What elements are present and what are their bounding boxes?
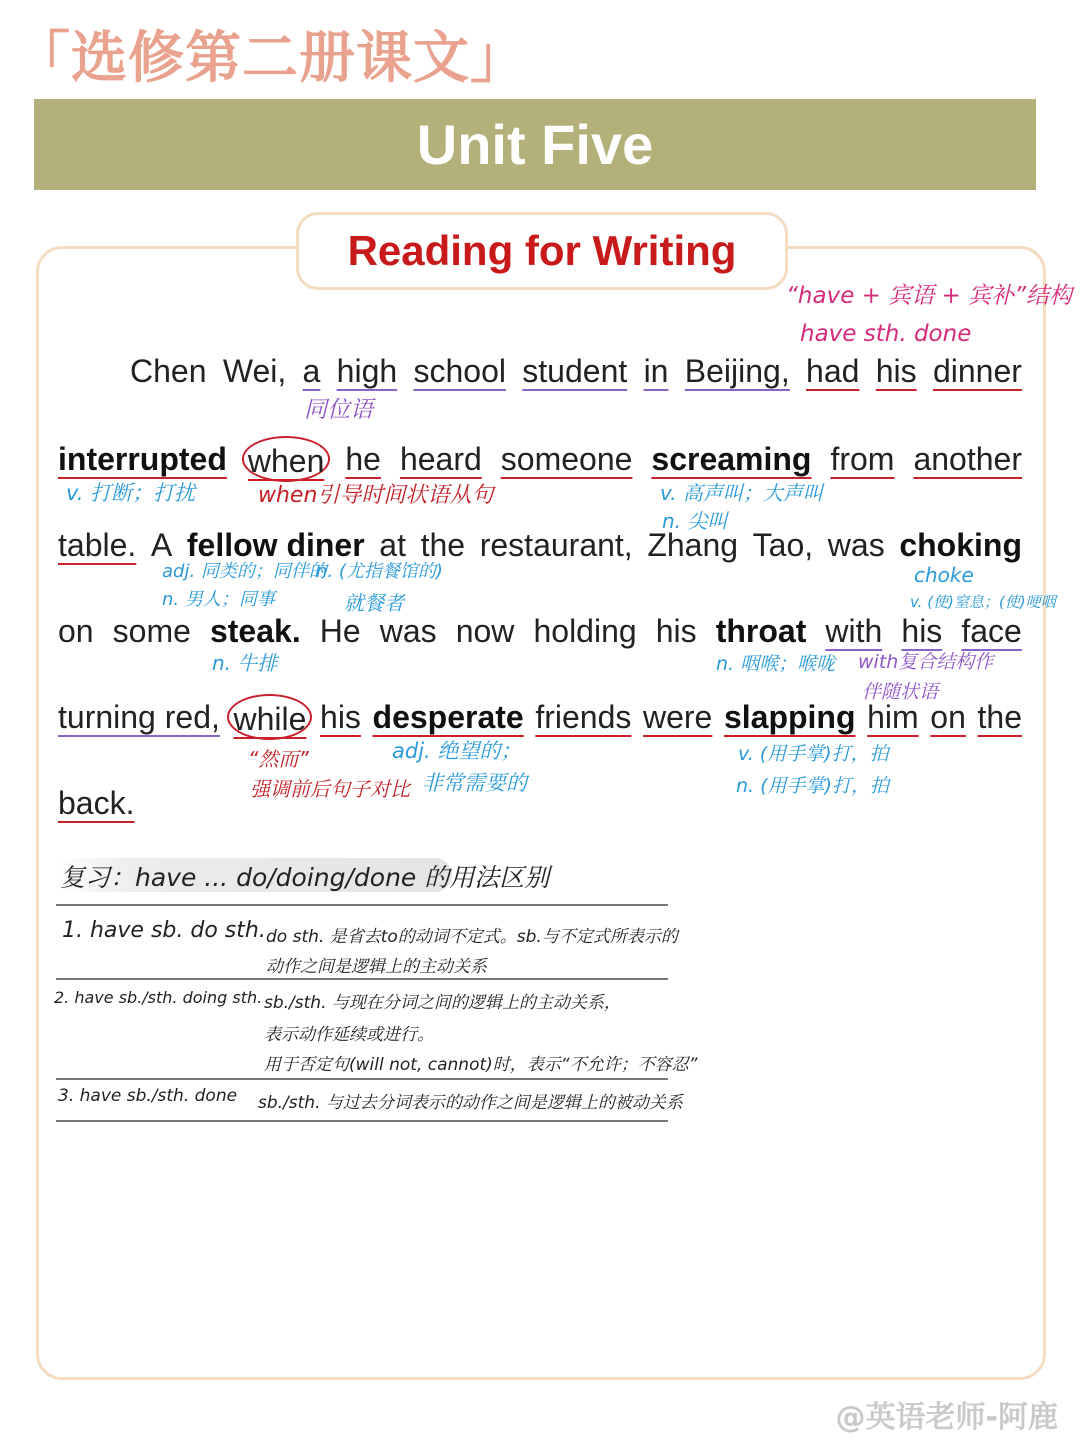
author-watermark: @英语老师-阿鹿: [835, 1400, 1058, 1435]
word: heard: [399, 441, 482, 477]
word: a: [302, 353, 321, 389]
word: He: [319, 613, 361, 649]
passage-line-5: [58, 694, 1022, 740]
word: him: [867, 699, 919, 735]
word: with: [825, 613, 883, 649]
unit-banner: [34, 99, 1036, 190]
word: table.: [58, 527, 137, 563]
note-desperate-1: adj. 绝望的；: [392, 739, 522, 763]
note-with-adv: 伴随状语: [862, 681, 939, 703]
note-steak: n. 牛排: [212, 651, 278, 675]
word: steak.: [209, 613, 301, 649]
passage-line-2: [58, 436, 1022, 482]
series-title: 「选修第二册课文」: [14, 26, 527, 91]
word: another: [913, 441, 1022, 477]
section-title: Reading for Writing: [347, 227, 737, 274]
note-diner-n: n. (尤指餐馆的): [316, 561, 443, 582]
review-row-2-desc: 用于否定句(will not, cannot)时，表示“不允许；不容忍”: [264, 1055, 698, 1075]
note-interrupt: v. 打断；打扰: [66, 481, 196, 505]
word: interrupted: [58, 441, 227, 477]
table-rule: [56, 904, 668, 906]
review-row-1-desc: 动作之间是逻辑上的主动关系: [266, 957, 487, 977]
word: in: [643, 353, 669, 389]
word: back.: [58, 785, 135, 821]
note-while-meaning: “然而”: [248, 747, 309, 771]
word: fellow diner: [186, 527, 365, 563]
note-fellow-n: n. 男人；同事: [162, 589, 275, 610]
word: school: [413, 353, 506, 389]
note-throat: n. 咽喉；喉咙: [716, 653, 836, 675]
review-row-2-label: 2. have sb./sth. doing sth.: [54, 988, 263, 1007]
review-row-1-label: 1. have sb. do sth.: [62, 918, 266, 943]
word: was: [827, 527, 885, 563]
review-row-1-desc: do sth. 是省去to的动词不定式。sb.与不定式所表示的: [266, 927, 678, 947]
review-row-2-desc: sb./sth. 与现在分词之间的逻辑上的主动关系，: [264, 993, 621, 1013]
unit-title: Unit Five: [416, 113, 654, 176]
word: friends: [535, 699, 632, 735]
word: was: [379, 613, 437, 649]
table-rule: [56, 978, 668, 980]
note-while-contrast: 强调前后句子对比: [250, 777, 410, 801]
word: from: [830, 441, 895, 477]
review-row-3-label: 3. have sb./sth. done: [58, 1086, 238, 1106]
note-fellow-adj: adj. 同类的；同伴的: [162, 561, 327, 582]
word: he: [345, 441, 381, 477]
word: Chen: [130, 353, 207, 389]
note-appositive: 同位语: [304, 397, 373, 423]
word: turning red,: [58, 699, 220, 735]
review-row-2-desc: 表示动作延续或进行。: [264, 1025, 434, 1045]
word: Tao,: [752, 527, 814, 563]
word: dinner: [932, 353, 1022, 389]
word: on: [930, 699, 966, 735]
word: throat: [715, 613, 807, 649]
word: his: [875, 353, 917, 389]
word-circled: when: [242, 436, 331, 482]
word: screaming: [651, 441, 812, 477]
word: face: [961, 613, 1022, 649]
note-have-structure: “have + 宾语 + 宾补”结构: [786, 283, 1073, 309]
note-choke: choke: [914, 563, 974, 587]
passage-line-6: [58, 780, 258, 826]
word: student: [522, 353, 628, 389]
word: desperate: [372, 699, 524, 735]
note-slap-v: v. (用手掌)打，拍: [738, 743, 889, 765]
note-slap-n: n. (用手掌)打，拍: [736, 775, 889, 797]
word: his: [320, 699, 361, 735]
word: his: [901, 613, 943, 649]
word: someone: [500, 441, 633, 477]
section-tab: [296, 212, 788, 290]
word-circled: while: [227, 694, 312, 740]
word: Wei,: [222, 353, 287, 389]
word: had: [806, 353, 860, 389]
word: now: [455, 613, 515, 649]
word: Zhang: [647, 527, 739, 563]
word: on: [58, 613, 94, 649]
note-scream-v: v. 高声叫；大声叫: [660, 481, 823, 505]
word: Beijing,: [684, 353, 790, 389]
review-title: 复习：have ... do/doing/done 的用法区别: [60, 863, 550, 892]
word: were: [642, 699, 713, 735]
passage-line-4: [58, 608, 1022, 654]
note-have-done: have sth. done: [800, 321, 972, 347]
word: choking: [899, 527, 1022, 563]
note-diner-n2: 就餐者: [344, 591, 404, 615]
word: A: [150, 527, 173, 563]
word: his: [655, 613, 697, 649]
table-rule: [56, 1078, 668, 1080]
review-row-3-desc: sb./sth. 与过去分词表示的动作之间是逻辑上的被动关系: [258, 1093, 683, 1113]
word: at: [379, 527, 406, 563]
passage-line-1: [130, 348, 1022, 394]
note-scream-n: n. 尖叫: [662, 509, 728, 533]
word: high: [336, 353, 398, 389]
word: restaurant,: [479, 527, 633, 563]
table-rule: [56, 1120, 668, 1122]
note-choke-v: v. (使)窒息；(使)哽咽: [910, 593, 1056, 611]
word: slapping: [723, 699, 856, 735]
word: some: [112, 613, 191, 649]
note-desperate-2: 非常需要的: [422, 771, 527, 795]
note-when-clause: when引导时间状语从句: [258, 483, 494, 508]
word: the: [977, 699, 1022, 735]
word: the: [420, 527, 466, 563]
note-with-complex: with复合结构作: [858, 651, 994, 673]
word: holding: [533, 613, 637, 649]
